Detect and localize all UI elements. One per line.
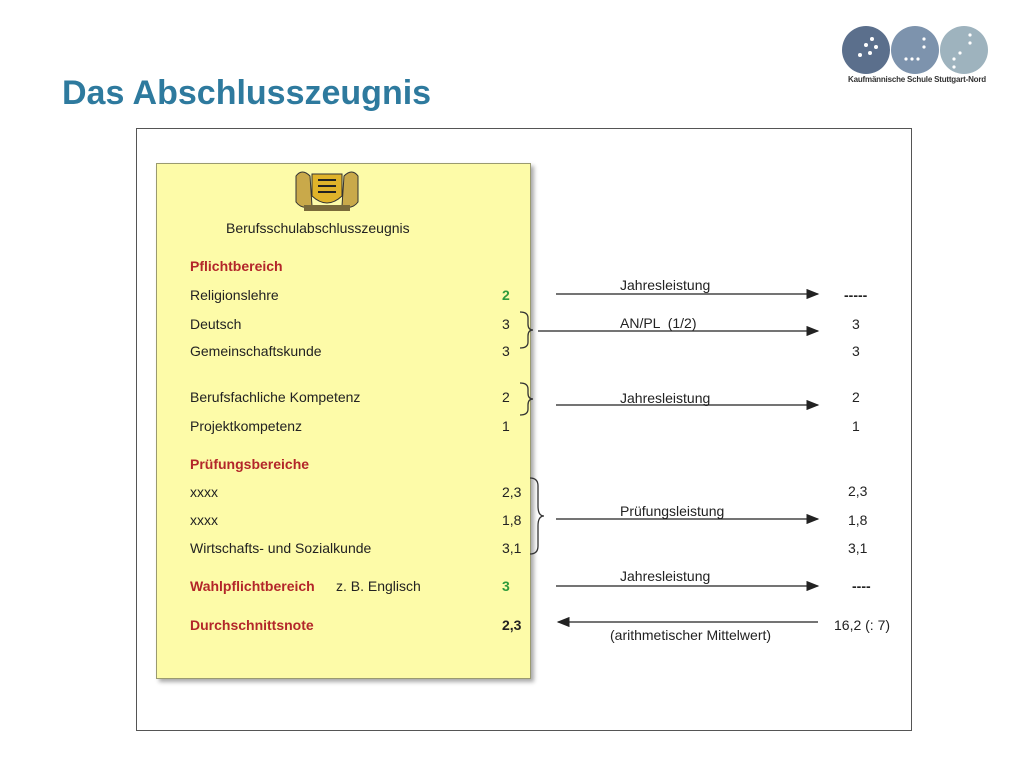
- wahl-grade: 3: [502, 578, 510, 594]
- result-value: -----: [844, 287, 868, 303]
- result-value: 16,2 (: 7): [834, 617, 891, 633]
- subject-grade: 2,3: [502, 484, 522, 500]
- wahl-suffix: z. B. Englisch: [336, 578, 421, 594]
- logo-caption: Kaufmännische Schule Stuttgart-Nord: [848, 75, 986, 84]
- certificate-heading: Berufsschulabschlusszeugnis: [226, 220, 410, 236]
- result-value: 3,1: [848, 540, 868, 556]
- result-value: ----: [852, 578, 871, 594]
- result-value: 2: [852, 389, 860, 405]
- subject-name: Gemeinschaftskunde: [190, 343, 322, 359]
- arrow-label: Jahresleistung: [620, 390, 711, 406]
- slide-title: Das Abschlusszeugnis: [62, 74, 432, 112]
- durchschnitt-grade: 2,3: [502, 617, 522, 633]
- subject-grade: 3,1: [502, 540, 522, 556]
- section-pruefung: Prüfungsbereiche: [190, 456, 310, 472]
- result-value: 1,8: [848, 512, 868, 528]
- subject-name: Deutsch: [190, 316, 242, 332]
- subject-name: Religionslehre: [190, 287, 279, 303]
- arrow-label: (arithmetischer Mittelwert): [610, 627, 772, 643]
- subject-grade: 3: [502, 316, 510, 332]
- brace-deutsch: [520, 312, 533, 348]
- subject-name: Wirtschafts- und Sozialkunde: [190, 540, 372, 556]
- arrow-label: Jahresleistung: [620, 277, 711, 293]
- subject-name: Projektkompetenz: [190, 418, 303, 434]
- result-value: 3: [852, 343, 860, 359]
- subject-grade: 2: [502, 287, 510, 303]
- section-pflicht: Pflichtbereich: [190, 258, 283, 274]
- arrow-label: Prüfungsleistung: [620, 503, 725, 519]
- result-value: 2,3: [848, 483, 868, 499]
- subject-grade: 2: [502, 389, 510, 405]
- subject-grade: 1: [502, 418, 510, 434]
- result-value: 3: [852, 316, 860, 332]
- brace-pruefung: [530, 478, 544, 554]
- coat-of-arms-icon: [296, 172, 358, 211]
- subject-name: xxxx: [190, 512, 218, 528]
- result-value: 1: [852, 418, 860, 434]
- subject-name: xxxx: [190, 484, 218, 500]
- subject-grade: 1,8: [502, 512, 522, 528]
- subject-grade: 3: [502, 343, 510, 359]
- section-durchschnitt: Durchschnittsnote: [190, 617, 314, 633]
- subject-name: Berufsfachliche Kompetenz: [190, 389, 361, 405]
- brace-kompetenz: [520, 383, 533, 415]
- arrow-label: Jahresleistung: [620, 568, 711, 584]
- arrow-label: AN/PL (1/2): [620, 315, 697, 331]
- section-wahl: Wahlpflichtbereich: [190, 578, 315, 594]
